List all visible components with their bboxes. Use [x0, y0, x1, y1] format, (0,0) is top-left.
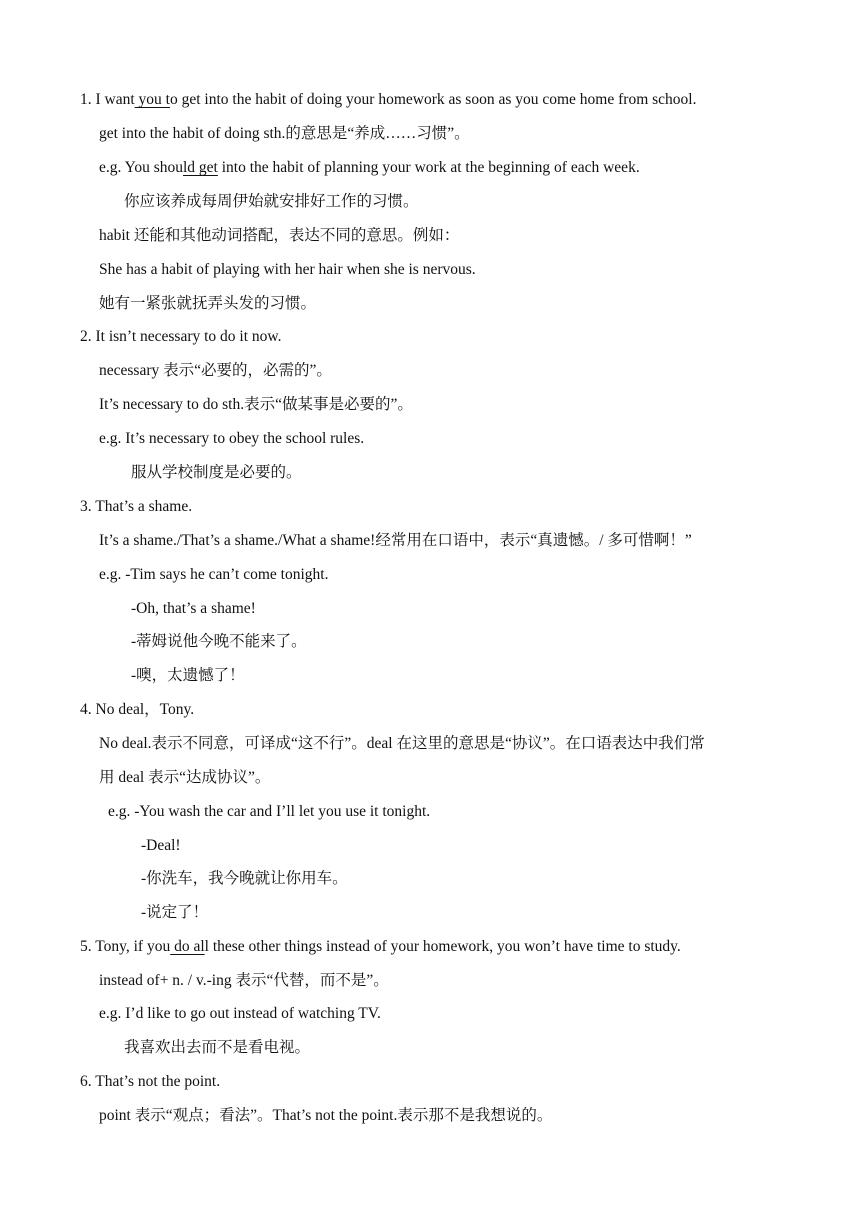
item-5-sentence [80, 936, 681, 958]
dialogue-line: -Oh, that’s a shame! [131, 600, 256, 617]
sentence-text: That’s not the point. [95, 1073, 221, 1090]
dialogue-line: -你洗车，我今晚就让你用车。 [141, 870, 348, 887]
item-number: 1. [80, 91, 92, 108]
sentence-text: It isn’t necessary to do it now. [95, 328, 282, 345]
example-line: She has a habit of playing with her hair when she is nervous. [99, 261, 476, 278]
explanation-line: point 表示“观点；看法”。That’s not the point.表示那不是我想说的。 [99, 1107, 553, 1124]
explanation-line: instead of+ n. / v.-ing 表示“代替，而不是”。 [99, 972, 389, 989]
underlined-text: you t [134, 91, 170, 108]
explanation-line: get into the habit of doing sth.的意思是“养成……习惯”。 [99, 125, 470, 142]
example-line: e.g. You should get into the habit of planning your work at the beginning of each week. [99, 159, 640, 176]
translation-line: 你应该养成每周伊始就安排好工作的习惯。 [124, 193, 419, 210]
example-line: e.g. It’s necessary to obey the school rules. [99, 430, 365, 447]
underlined-text: ld get [182, 159, 218, 176]
sentence-text: I want [95, 91, 135, 108]
example-line: e.g. -Tim says he can’t come tonight. [99, 566, 329, 583]
item-1-sentence [80, 89, 696, 111]
explanation-line: No deal.表示不同意，可译成“这不行”。deal 在这里的意思是“协议”。在口语表达中我们常 [99, 735, 705, 752]
item-number: 3. [80, 498, 92, 515]
sentence-text: No deal，Tony. [95, 701, 195, 718]
example-line: e.g. -You wash the car and I’ll let you use it tonight. [108, 803, 431, 820]
item-4-sentence [80, 699, 194, 721]
translation-line: 我喜欢出去而不是看电视。 [124, 1039, 311, 1056]
underlined-text: do al [170, 938, 205, 955]
translation-line: 服从学校制度是必要的。 [131, 464, 302, 481]
explanation-line: 用 deal 表示“达成协议”。 [99, 769, 271, 786]
sentence-text: o get into the habit of doing your homework as soon as you come home from school. [169, 91, 697, 108]
item-number: 2. [80, 328, 92, 345]
item-number: 5. [80, 938, 92, 955]
item-3-sentence [80, 496, 192, 518]
translation-line: 她有一紧张就抚弄头发的习惯。 [99, 295, 317, 312]
explanation-line: It’s necessary to do sth.表示“做某事是必要的”。 [99, 396, 413, 413]
dialogue-line: -蒂姆说他今晚不能来了。 [131, 633, 307, 650]
dialogue-line: -噢，太遗憾了！ [131, 667, 245, 684]
sentence-text: That’s a shame. [95, 498, 193, 515]
sentence-text: Tony, if you [95, 938, 171, 955]
item-2-sentence [80, 326, 281, 348]
example-line: e.g. I’d like to go out instead of watching TV. [99, 1005, 381, 1022]
item-number: 4. [80, 701, 92, 718]
dialogue-line: -Deal! [141, 837, 181, 854]
item-6-sentence [80, 1071, 220, 1093]
item-number: 6. [80, 1073, 92, 1090]
dialogue-line: -说定了！ [141, 904, 209, 921]
explanation-line: necessary 表示“必要的，必需的”。 [99, 362, 332, 379]
explanation-line: It’s a shame./That’s a shame./What a shame!经常用在口语中，表示“真遗憾。/ 多可惜啊！” [99, 532, 692, 549]
explanation-line: habit 还能和其他动词搭配，表达不同的意思。例如： [99, 227, 460, 244]
sentence-text: l these other things instead of your homework, you won’t have time to study. [204, 938, 681, 955]
